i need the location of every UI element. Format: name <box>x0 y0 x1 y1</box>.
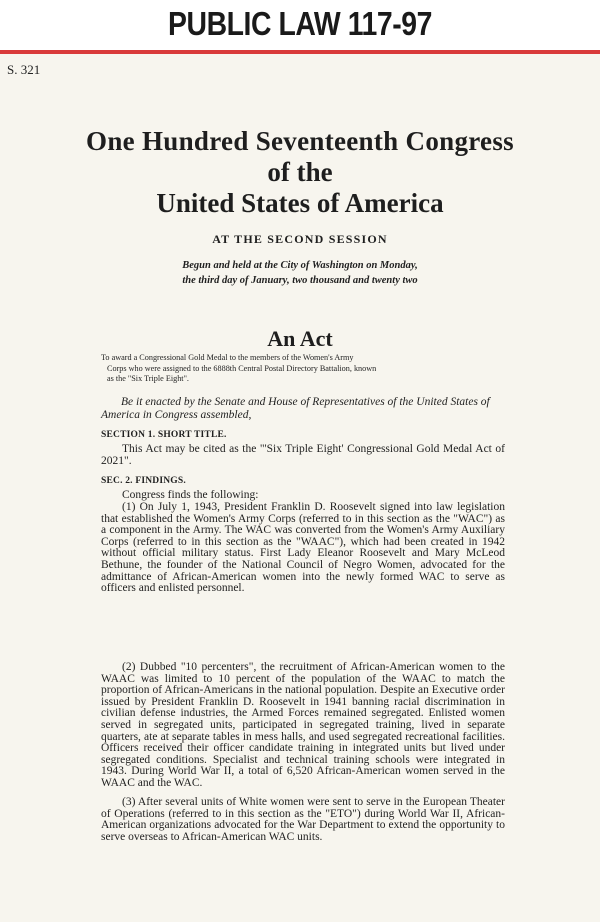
section-1-heading: SECTION 1. SHORT TITLE. <box>101 430 227 440</box>
act-title: An Act <box>267 326 333 351</box>
findings-intro: Congress finds the following: <box>122 489 259 501</box>
public-law-title: PUBLIC LAW 117-97 <box>168 5 432 42</box>
finding-2: (2) Dubbed "10 percenters", the recruitment of African-American women to the WAAC was limited to 10 percent of the population of the WAAC to match the proportion of African-Americans in the national population. Despite an Executive order issued by President Franklin D. Roosevelt in 1941 banning racial discrimination in civilian defense industries, the Armed Forces remained segregated. Enlisted women served in segregated units, participated in segregated training, lived in separate quarters, ate at separate tables in mess halls, and used segregated recreational facilities. Officers received their officer candidate training in integrated units but lived under segregated conditions. Specialist and technical training schools were integrated in 1943. During World War II, a total of 6,520 African-American women served in the WAAC and the WAC. <box>101 661 505 789</box>
finding-1: (1) On July 1, 1943, President Franklin D. Roosevelt signed into law legislation that established the Women's Army Corps (referred to in this section as the "WAC") as a component in the Army. The WAC was converted from the Women's Army Auxiliary Corps (referred to in this section as the "WAAC"), which had been created in 1942 without official military status. First Lady Eleanor Roosevelt and Mary McLeod Bethune, the founder of the National Council of Negro Women, advocated for the admittance of African-American women into the newly formed WAC to serve as officers and enlisted personnel. <box>101 501 505 595</box>
begun-clause <box>0 258 600 288</box>
page-banner <box>0 0 600 50</box>
purpose-line-2: Corps who were assigned to the 6888th Central Postal Directory Battalion, known <box>107 363 377 373</box>
banner-rule <box>0 50 600 54</box>
congress-heading-line1: One Hundred Seventeenth Congress <box>86 126 514 156</box>
begun-line-1: Begun and held at the City of Washington on Monday, <box>182 260 418 271</box>
purpose-line-3: as the "Six Triple Eight". <box>107 374 189 383</box>
bill-number: S. 321 <box>7 62 41 77</box>
section-1-text: This Act may be cited as the "'Six Triple Eight' Congressional Gold Medal Act of 2021". <box>101 443 505 467</box>
purpose-line-1: To award a Congressional Gold Medal to the members of the Women's Army <box>101 353 354 362</box>
begun-line-2: the third day of January, two thousand and twenty two <box>182 275 418 286</box>
act-purpose <box>101 353 506 385</box>
congress-heading-line3: United States of America <box>156 188 444 218</box>
session-label: AT THE SECOND SESSION <box>212 232 388 246</box>
finding-3: (3) After several units of White women were sent to serve in the European Theater of Operations (referred to in this section as the "ETO") during World War II, African-American organizations advocated for the War Department to extend the opportunity to serve overseas to African-American WAC units. <box>101 796 505 843</box>
section-2-heading: SEC. 2. FINDINGS. <box>101 476 186 486</box>
enacting-clause: Be it enacted by the Senate and House of Representatives of the United States of America in Congress assembled, <box>101 396 490 421</box>
congress-heading-line2: of the <box>267 157 333 187</box>
